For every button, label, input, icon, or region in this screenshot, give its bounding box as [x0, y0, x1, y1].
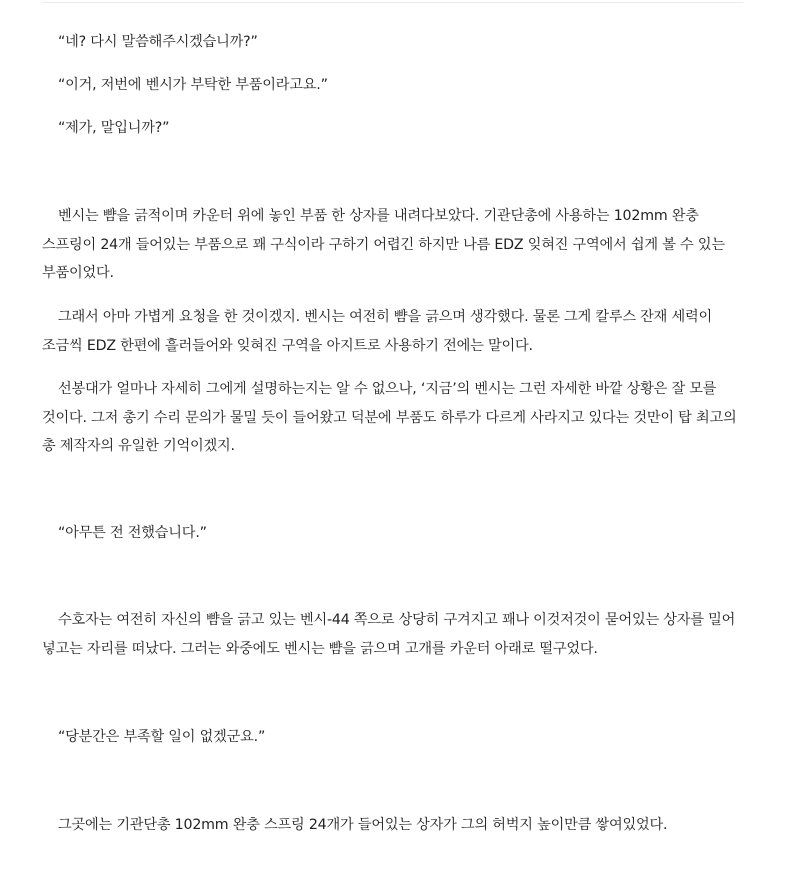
narrative-paragraph: 벤시는 뺨을 긁적이며 카운터 위에 놓인 부품 한 상자를 내려다보았다. 기관단총에 사용하는 102mm 완충 스프링이 24개 들어있는 부품으로 꽤 구식이라 구하기 어렵긴 하지만 나름 EDZ 잊혀진 구역에서 쉽게 볼 수 있는 부품이었다. — [42, 208, 725, 281]
narrative-paragraph: 그곳에는 기관단총 102mm 완충 스프링 24개가 들어있는 상자가 그의 허벅지 높이만큼 쌓여있었다. — [58, 817, 668, 833]
narrative-paragraph: 수호자는 여전히 자신의 뺨을 긁고 있는 벤시-44 쪽으로 상당히 구겨지고 꽤나 이것저것이 묻어있는 상자를 밀어 넣고는 자리를 떠났다. 그러는 와중에도 벤시는 뺨을 긁으며 고개를 카운터 아래로 떨구었다. — [42, 612, 736, 657]
dialogue-paragraph: “네? 다시 말씀해주시겠습니까?” — [58, 34, 258, 50]
dialogue-paragraph: “제가, 말입니까?” — [58, 120, 170, 136]
narrative-paragraph: 선봉대가 얼마나 자세히 그에게 설명하는지는 알 수 없으나, ‘지금’의 벤시는 그런 자세한 바깥 상황은 잘 모를 것이다. 그저 총기 수리 문의가 물밀 듯이 들어왔고 덕분에 부품도 하루가 다르게 사라지고 있다는 것만이 탑 최고의 총 제작자의 유일한 기억이겠지. — [42, 381, 737, 454]
dialogue-paragraph: “아무튼 전 전했습니다.” — [58, 525, 207, 541]
narrative-paragraph: 그래서 아마 가볍게 요청을 한 것이겠지. 벤시는 여전히 뺨을 긁으며 생각했다. 물론 그게 칼루스 잔재 세력이 조금씩 EDZ 한편에 흘러들어와 잊혀진 구역을 아지트로 사용하기 전에는 말이다. — [42, 309, 712, 354]
dialogue-paragraph: “이거, 저번에 벤시가 부탁한 부품이라고요.” — [58, 77, 328, 93]
top-divider — [42, 2, 743, 3]
dialogue-paragraph: “당분간은 부족할 일이 없겠군요.” — [58, 729, 266, 745]
